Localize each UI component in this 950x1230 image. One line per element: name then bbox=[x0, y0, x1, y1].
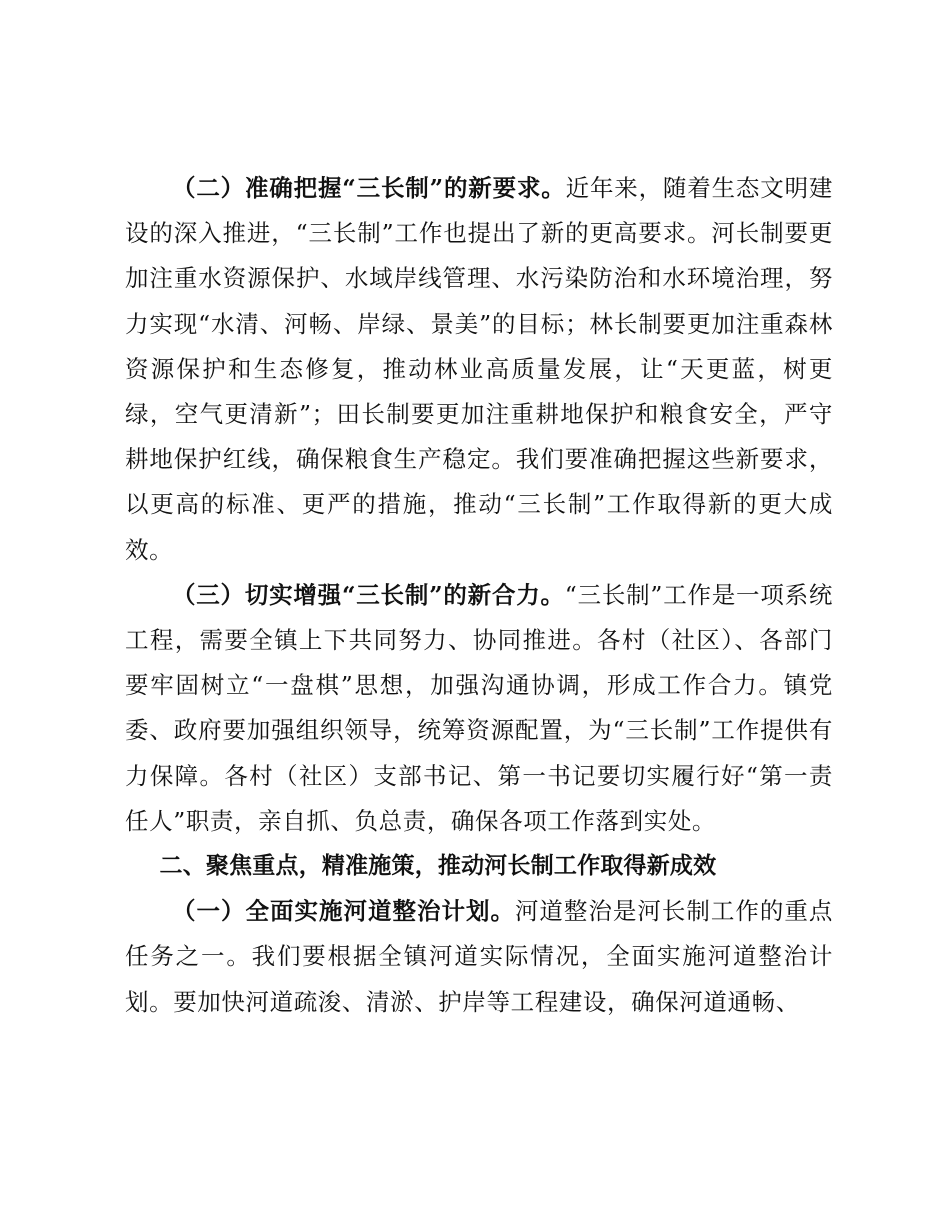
paragraph-lead-title: （三）切实增强“三长制”的新合力。 bbox=[172, 580, 565, 609]
paragraph-section-2 bbox=[125, 166, 833, 573]
paragraph-lead-title: （二）准确把握“三长制”的新要求。 bbox=[172, 174, 566, 202]
paragraph-section-3 bbox=[125, 573, 833, 844]
chapter-heading: 二、聚焦重点，精准施策，推动河长制工作取得新成效 bbox=[159, 853, 717, 880]
paragraph-section-1 bbox=[125, 889, 833, 1025]
paragraph-body-text: 河道整治是河长制工作的重点任务之一。我们要根据全镇河道实际情况，全面实施河道整治计划。要加快河道疏浚、清淤、护岸等工程建设，确保河道通畅、 bbox=[125, 897, 833, 1016]
document-page bbox=[125, 166, 833, 1025]
paragraph-lead-title: （一）全面实施河道整治计划。 bbox=[172, 897, 515, 926]
paragraph-body-text: 近年来，随着生态文明建设的深入推进，“三长制”工作也提出了新的更高要求。河长制要更加注重水资源保护、水域岸线管理、水污染防治和水环境治理，努力实现“水清、河畅、岸绿、景美”的目标；林长制要更加注重森林资源保护和生态修复，推动林业高质量发展，让“天更蓝，树更绿，空气更清新”；田长制要更加注重耕地保护和粮食安全，严守耕地保护红线，确保粮食生产稳定。我们要准确把握这些新要求，以更高的标准、更严的措施，推动“三长制”工作取得新的更大成效。 bbox=[125, 174, 834, 564]
paragraph-body-text: “三长制”工作是一项系统工程，需要全镇上下共同努力、协同推进。各村（社区）、各部门要牢固树立“一盘棋”思想，加强沟通协调，形成工作合力。镇党委、政府要加强组织领导，统筹资源配置，为“三长制”工作提供有力保障。各村（社区）支部书记、第一书记要切实履行好“第一责任人”职责，亲自抓、负总责，确保各项工作落到实处。 bbox=[125, 580, 834, 835]
